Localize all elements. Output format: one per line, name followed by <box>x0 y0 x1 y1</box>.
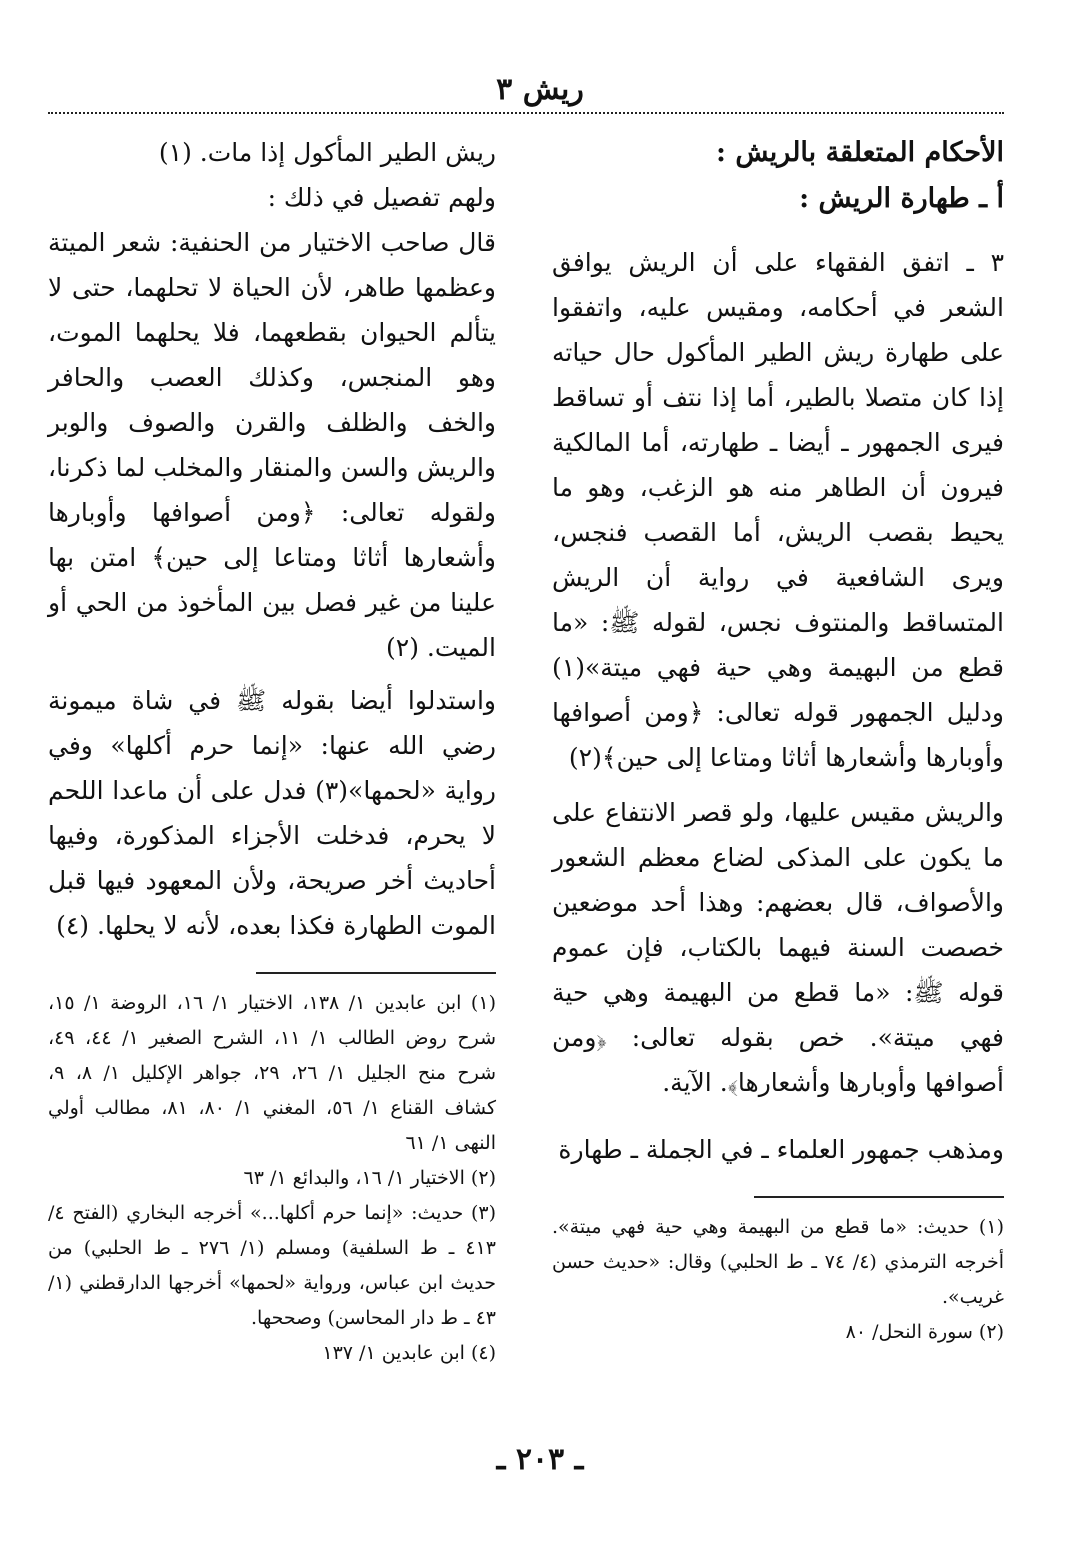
footnote-rule <box>754 1196 1004 1198</box>
footnotes <box>552 1210 1004 1350</box>
body-paragraph: ريش الطير المأكول إذا مات. (١) <box>158 138 496 167</box>
footnote: (٢) الاختيار ١/ ١٦، والبدائع ١/ ٦٣ <box>243 1167 496 1189</box>
body-paragraph: واستدلوا أيضا بقوله ﷺ في شاة ميمونة رضي الله عنها: «إنما حرم أكلها» وفي رواية «لحمها»(٣) فدل على أن ماعدا اللحم لا يحرم، فدخلت الأجزاء المذكورة، وفيها أحاديث أخر صريحة، ولأن المعهود فيها قبل الموت الطهارة فكذا بعده، لأنه لا يحلها. (٤) <box>48 686 497 940</box>
footnotes <box>48 986 496 1371</box>
section-heading: الأحكام المتعلقة بالريش : <box>716 137 1004 168</box>
footnote: (١) ابن عابدين ١/ ١٣٨، الاختيار ١/ ١٦، الروضة ١/ ١٥، شرح روض الطالب ١/ ١١، الشرح الصغير ١/ ٤٤، ٤٩، شرح منح الجليل ١/ ٢٦، ٢٩، جواهر الإكليل ١/ ٨، ٩، كشاف القناع ١/ ٥٦، المغني ١/ ٨٠، ٨١، مطالب أولي النهى ١/ ٦١ <box>48 992 497 1154</box>
right-column <box>552 130 1004 1350</box>
subsection-heading: أ ـ طهارة الريش : <box>799 183 1004 214</box>
left-column <box>48 130 496 1371</box>
header-dotted-rule <box>48 112 1004 114</box>
body-paragraph: ٣ ـ اتفق الفقهاء على أن الريش يوافق الشعر في أحكامه، ومقيس عليه، واتفقوا على طهارة ريش الطير المأكول حال حياته إذا كان متصلا بالطير، أما إذا نتف أو تساقط فيرى الجمهور ـ أيضا ـ طهارته، أما المالكية فيرون أن الطاهر منه هو الزغب، وهو ما يحيط بقصب الريش، أما القصب فنجس، ويرى الشافعية في رواية أن الريش المتساقط والمنتوف نجس، لقوله ﷺ: «ما قطع من البهيمة وهي حية فهي ميتة»(١) ودليل الجمهور قوله تعالى: ﴿ومن أصوافها وأوبارها وأشعارها أثاثا ومتاعا إلى حين﴾(٢) <box>552 248 1004 772</box>
body-paragraph: والريش مقيس عليها، ولو قصر الانتفاع على ما يكون على المذكى لضاع معظم الشعور والأصواف، قال بعضهم: وهذا أحد موضعين خصصت السنة فيهما بالكتاب، فإن عموم قوله ﷺ: «ما قطع من البهيمة وهي حية فهي ميتة». خص بقوله تعالى: ﴿ومن أصوافها وأوبارها وأشعارها﴾. الآية. <box>552 798 1004 1097</box>
footnote: (١) حديث: «ما قطع من البهيمة وهي حية فهي ميتة». أخرجه الترمذي (٤/ ٧٤ ـ ط الحلبي) وقال: «حديث حسن غريب». <box>552 1216 1004 1308</box>
footnote: (٤) ابن عابدين ١/ ١٣٧ <box>322 1342 496 1364</box>
page-number: ـ ٢٠٣ ـ <box>496 1442 584 1477</box>
footnote-rule <box>256 972 496 974</box>
footnote: (٢) سورة النحل/ ٨٠ <box>845 1321 1004 1343</box>
body-paragraph: ولهم تفصيل في ذلك : <box>267 183 496 212</box>
running-header: ريش ٣ <box>496 72 584 107</box>
body-paragraph: ومذهب جمهور العلماء ـ في الجملة ـ طهارة <box>558 1135 1004 1164</box>
footnote: (٣) حديث: «إنما حرم أكلها...» أخرجه البخاري (الفتح ٤/ ٤١٣ ـ ط السلفية) ومسلم (١/ ٢٧٦ ـ ط الحلبي) من حديث ابن عباس، ورواية «لحمها» أخرجها الدارقطني (١/ ٤٣ ـ ط دار المحاسن) وصححها. <box>48 1202 496 1329</box>
body-paragraph: قال صاحب الاختيار من الحنفية: شعر الميتة وعظمها طاهر، لأن الحياة لا تحلهما، حتى لا يتألم الحيوان بقطعهما، فلا يحلهما الموت، وهو المنجس، وكذلك العصب والحافر والخف والظلف والقرن والصوف والوبر والريش والسن والمنقار والمخلب لما ذكرنا، ولقوله تعالى: ﴿ومن أصوافها وأوبارها وأشعارها أثاثا ومتاعا إلى حين﴾ امتن بها علينا من غير فصل بين المأخوذ من الحي أو الميت. (٢) <box>48 228 496 662</box>
